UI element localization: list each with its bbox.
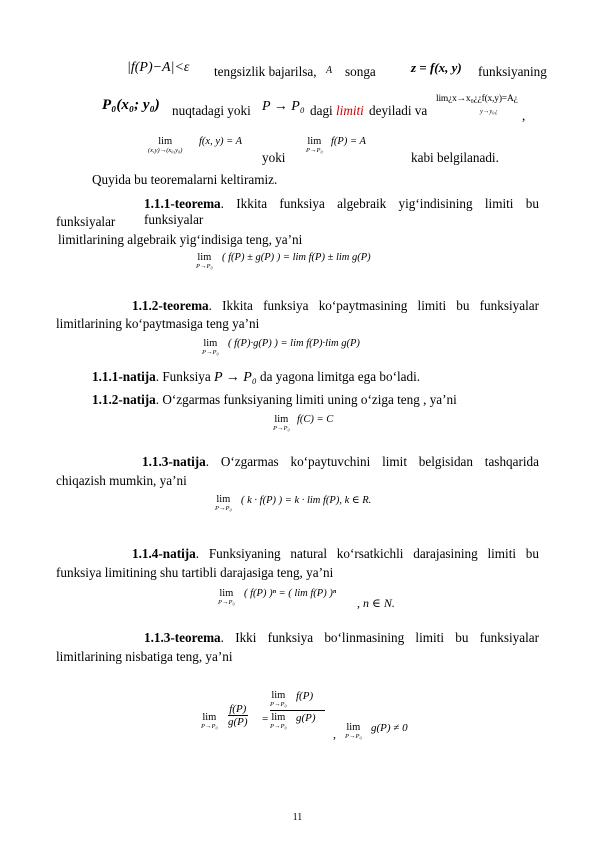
natija-1-1-2-formula: f(C) = C xyxy=(297,414,334,425)
lim-word: lim xyxy=(158,136,173,147)
fraction-right xyxy=(270,690,325,731)
fraction-denominator: g(P) xyxy=(228,716,248,728)
comma-separator: , xyxy=(333,727,336,741)
lim-subscript: P→P₀ xyxy=(218,599,235,606)
formula-lim xyxy=(201,712,218,730)
natija-1-1-2 xyxy=(92,392,457,408)
lim-word: lim xyxy=(271,690,286,701)
limit-xy-expr: f(x, y) = A xyxy=(199,136,243,147)
garbled-limit-sub: y→y₀¿ xyxy=(480,108,498,115)
natija-1-1-1 xyxy=(92,369,420,386)
numerator-expr: f(P) xyxy=(296,690,314,702)
natija-1-1-3-formula: ( k · f(P) ) = k · lim f(P), k ∈ R. xyxy=(241,495,372,506)
text-nuqtadagi: nuqtadagi yoki xyxy=(172,103,251,118)
fraction-left xyxy=(228,703,248,728)
natija-text: . O‘zgarmas ko‘paytuvchini limit belgisidan tashqarida xyxy=(205,454,539,469)
theorem-text: . Ikkita funksiya ko‘paytmasining limiti bu funksiyalar xyxy=(208,298,539,313)
theorem-title: 1.1.2-teorema xyxy=(132,298,209,313)
lim-subscript: P→P₀ xyxy=(215,505,232,512)
lim-subscript: P→P₀ xyxy=(306,147,323,154)
lim-word: lim xyxy=(274,414,289,425)
abs-inequality: |f(P)−A|<ε xyxy=(127,60,190,75)
theorem-1-1-2-formula: ( f(P)·g(P) ) = lim f(P)·lim g(P) xyxy=(228,338,360,349)
theorem-text: . Ikki funksiya bo‘linmasining limiti bu funksiyalar xyxy=(220,630,539,645)
equals-sign: = xyxy=(262,713,269,725)
natija-1-1-4-condition: , n ∈ N. xyxy=(357,596,395,610)
function-z: z = f(x, y) xyxy=(411,60,462,75)
formula-lim xyxy=(218,588,235,606)
lim-word: lim xyxy=(197,252,212,263)
lim-word: lim xyxy=(271,712,286,723)
theorem-1-1-2-line2: limitlarining ko‘paytmasiga teng ya’ni xyxy=(56,316,260,331)
theorem-1-1-3-condition: g(P) ≠ 0 xyxy=(371,722,408,734)
lim-subscript: P→P₀ xyxy=(270,701,287,708)
lim-word: lim xyxy=(346,722,361,733)
formula-lim xyxy=(273,414,290,432)
lim-subscript: (x,y)→(x₀,y₀) xyxy=(148,147,183,154)
natija-title: 1.1.1-natija xyxy=(92,369,156,384)
lim-word: lim xyxy=(219,588,234,599)
theorem-1-1-1-formula: ( f(P) ± g(P) ) = lim f(P) ± lim g(P) xyxy=(222,252,371,263)
formula-lim xyxy=(202,338,219,356)
natija-1-1-3-line2: chiqazish mumkin, ya’ni xyxy=(56,473,187,488)
theorem-1-1-3-line1 xyxy=(144,630,539,646)
theorem-1-1-3-line2: limitlarining nisbatiga teng, ya’ni xyxy=(56,649,233,664)
natija-1-1-4-formula: ( f(P) )ⁿ = ( lim f(P) )ⁿ xyxy=(244,588,337,599)
natija-text: . O‘zgarmas funksiyaning limiti uning o‘ziga teng , ya’ni xyxy=(155,392,457,407)
natija-title: 1.1.4-natija xyxy=(132,546,196,561)
comma: , xyxy=(522,108,526,123)
limit-p xyxy=(306,136,323,154)
formula-lim xyxy=(196,252,213,270)
lim-subscript: P→P₀ xyxy=(201,723,218,730)
lim-subscript: P→P₀ xyxy=(202,349,219,356)
lim-word: lim xyxy=(307,136,322,147)
formula-lim xyxy=(270,690,287,708)
natija-title: 1.1.3-natija xyxy=(142,454,206,469)
theorem-1-1-2-line1 xyxy=(132,298,539,314)
natija-1-1-4-line1 xyxy=(132,546,539,562)
limit-xy xyxy=(148,136,182,154)
text-kabi: kabi belgilanadi. xyxy=(411,150,499,165)
fraction-right-numerator xyxy=(270,690,325,710)
text-condition: tengsizlik bajarilsa, xyxy=(214,64,317,79)
natija-title: 1.1.2-natija xyxy=(92,392,156,407)
text-funksiyaning: funksiyaning xyxy=(478,64,547,79)
theorem-title: 1.1.3-teorema xyxy=(144,630,221,645)
natija-text-end: da yagona limitga ega bo‘ladi. xyxy=(260,369,421,384)
fraction-numerator: f(P) xyxy=(229,703,247,715)
lim-subscript: P→P₀ xyxy=(196,263,213,270)
lim-word: lim xyxy=(203,338,218,349)
text-deyiladi: deyiladi va xyxy=(369,103,428,118)
limit-p-expr: f(P) = A xyxy=(331,136,366,147)
formula-lim xyxy=(345,722,362,740)
natija-text: . Funksiya xyxy=(155,369,211,384)
point-p0: P₀(x₀; y₀) xyxy=(102,97,160,113)
garbled-limit-formula: lim¿x→x₀¿¿f(x,y)=A¿ xyxy=(436,94,518,104)
theorem-text: . Ikkita funksiya algebraik yig‘indisining limiti bu funksiyalar xyxy=(144,196,539,227)
var-a: A xyxy=(326,65,333,76)
natija-1-1-4-line2: funksiya limitining shu tartibli darajasiga teng, ya’ni xyxy=(56,565,334,580)
text-limiti: limiti xyxy=(336,103,364,118)
theorem-1-1-1-line1-end: funksiyalar xyxy=(56,214,116,229)
p-to-p0: P → P₀ xyxy=(214,370,257,385)
fraction-right-denominator xyxy=(270,710,325,731)
p-to-p0: P → P₀ xyxy=(262,99,305,114)
natija-1-1-3-line1 xyxy=(142,454,539,470)
natija-text: . Funksiyaning natural ko‘rsatkichli darajasining limiti bu xyxy=(195,546,539,561)
lim-subscript: P→P₀ xyxy=(273,425,290,432)
formula-lim xyxy=(215,494,232,512)
denominator-expr: g(P) xyxy=(296,712,316,724)
text-songa: songa xyxy=(345,64,376,79)
lim-subscript: P→P₀ xyxy=(345,733,362,740)
intro-text: Quyida bu teoremalarni keltiramiz. xyxy=(92,172,278,187)
page-number: 11 xyxy=(292,812,303,823)
text-dagi: dagi xyxy=(310,103,333,118)
theorem-1-1-1-line2: limitlarining algebraik yig‘indisiga teng, ya’ni xyxy=(58,232,303,247)
formula-lim xyxy=(270,712,287,730)
theorem-title: 1.1.1-teorema xyxy=(144,196,221,211)
lim-subscript: P→P₀ xyxy=(270,723,287,730)
theorem-1-1-1-line1 xyxy=(144,196,539,228)
text-yoki: yoki xyxy=(262,150,286,165)
lim-word: lim xyxy=(202,712,217,723)
lim-word: lim xyxy=(216,494,231,505)
